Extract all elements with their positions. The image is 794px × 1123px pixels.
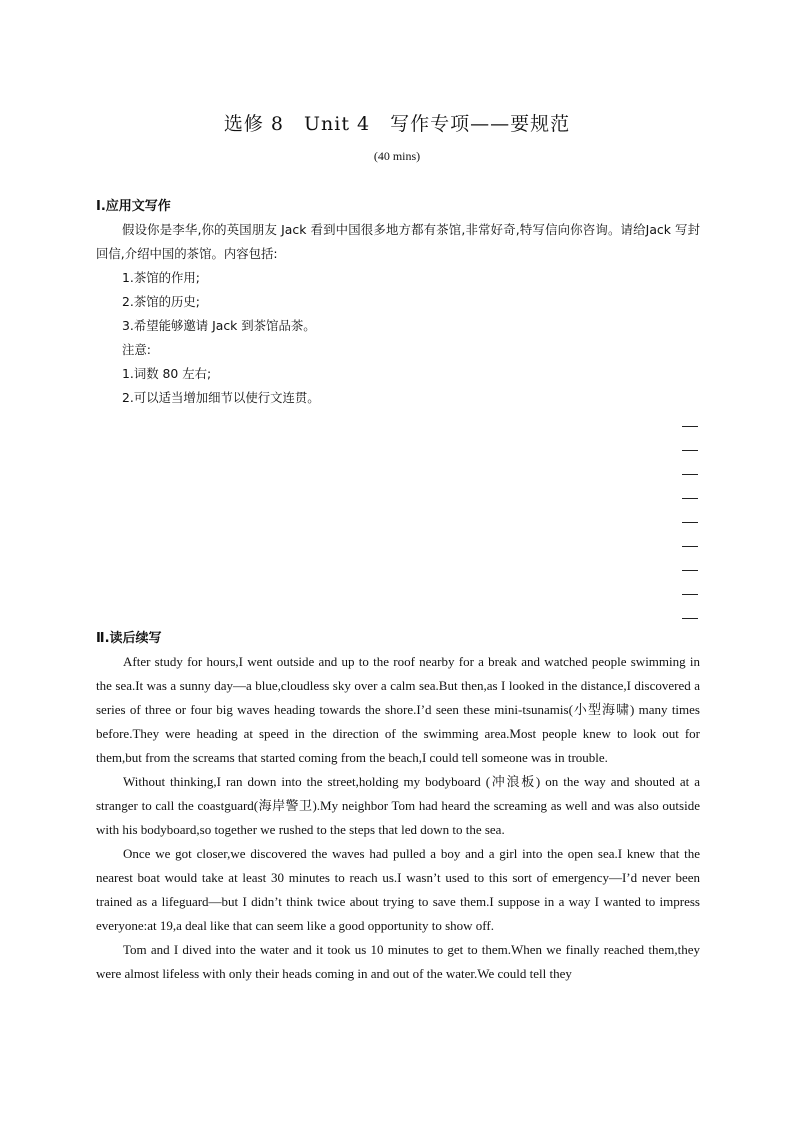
story-paragraph: Tom and I dived into the water and it took us 10 minutes to get to them.When we finally reached them,they were almost lifeless with only their heads coming in and out of the water.We could tell they bbox=[96, 942, 700, 981]
answer-line[interactable] bbox=[682, 426, 698, 427]
section2-heading: Ⅱ.读后续写 bbox=[96, 631, 162, 646]
story-paragraph: After study for hours,I went outside and up to the roof nearby for a break and watched people swimming in the sea.It was a sunny day—a blue,cloudless sky over a calm sea.But then,as I looked in the distance,I discovered a series of three or four big waves heading towards the shore.I’d seen these mini-tsunamis(小型海啸) many times before.They were heading at speed in the direction of the swimming area.Most people knew to look out for them,but from the screams that started coming from the beach,I could tell someone was in trouble. bbox=[96, 654, 700, 765]
story-paragraph: Once we got closer,we discovered the waves had pulled a boy and a girl into the open sea.I knew that the nearest boat would take at least 30 minutes to reach us.I wasn’t used to this sort of emergency—I’d never been trained as a lifeguard—but I didn’t think twice about trying to save them.I suppose in a way I wanted to impress everyone:at 19,a deal like that can seem like a good opportunity to show off. bbox=[96, 846, 700, 933]
requirement-item: 1.茶馆的作用; bbox=[122, 270, 200, 285]
requirement-item: 2.茶馆的历史; bbox=[122, 294, 200, 309]
answer-line[interactable] bbox=[682, 618, 698, 619]
answer-line[interactable] bbox=[682, 450, 698, 451]
story-paragraph: Without thinking,I ran down into the street,holding my bodyboard (冲浪板) on the way and shouted at a stranger to call the coastguard(海岸警卫).My neighbor Tom had heard the screaming as well and was also outside with his bodyboard,so together we rushed to the steps that led down to the sea. bbox=[96, 774, 700, 837]
answer-line[interactable] bbox=[682, 594, 698, 595]
page-title: 选修 8 Unit 4 写作专项——要规范 bbox=[223, 113, 571, 135]
answer-line[interactable] bbox=[682, 498, 698, 499]
answer-lines bbox=[682, 426, 698, 642]
section1-prompt: 假设你是李华,你的英国朋友 Jack 看到中国很多地方都有茶馆,非常好奇,特写信向你咨询。请给Jack 写封回信,介绍中国的茶馆。内容包括: bbox=[96, 222, 700, 261]
requirement-item: 3.希望能够邀请 Jack 到茶馆品茶。 bbox=[122, 318, 316, 333]
answer-line[interactable] bbox=[682, 546, 698, 547]
answer-line[interactable] bbox=[682, 474, 698, 475]
note-item: 1.词数 80 左右; bbox=[122, 366, 212, 381]
answer-line[interactable] bbox=[682, 522, 698, 523]
story-text bbox=[96, 650, 700, 986]
section1-heading: Ⅰ.应用文写作 bbox=[96, 199, 171, 214]
time-limit: (40 mins) bbox=[373, 149, 421, 163]
note-item: 2.可以适当增加细节以使行文连贯。 bbox=[122, 390, 320, 405]
answer-line[interactable] bbox=[682, 570, 698, 571]
notes-label: 注意: bbox=[122, 342, 151, 357]
